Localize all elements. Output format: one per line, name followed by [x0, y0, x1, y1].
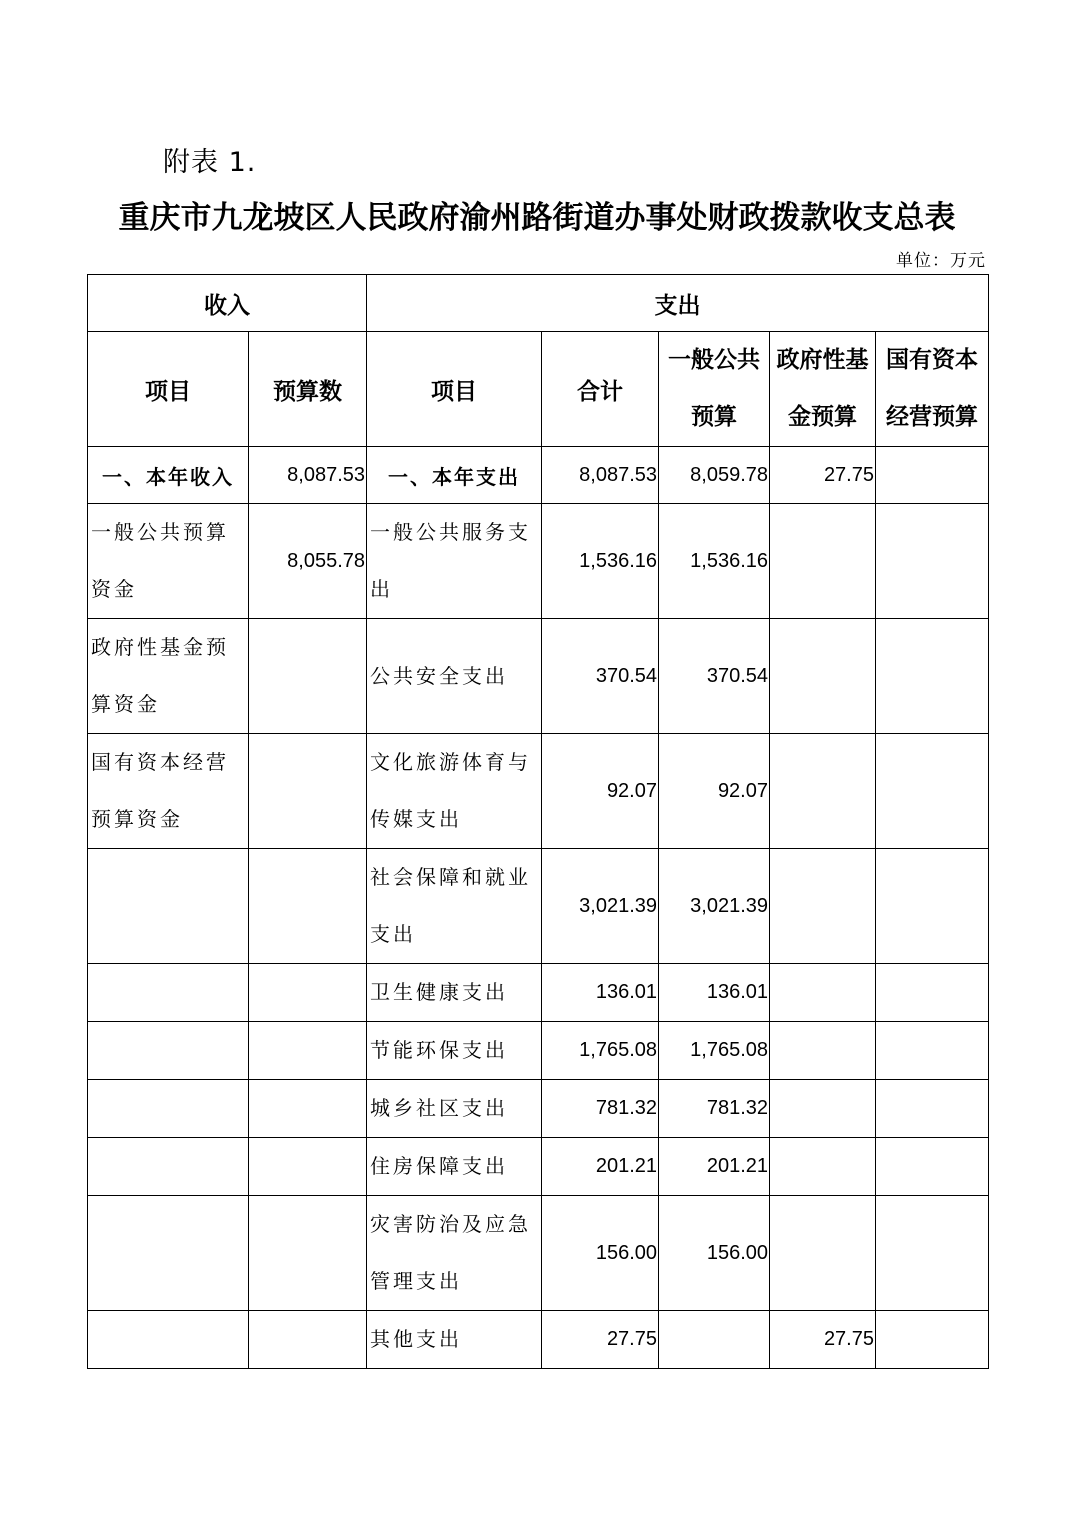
table-row — [88, 619, 989, 734]
income-item-cell — [88, 964, 249, 1022]
state-capital-cell — [876, 849, 989, 964]
general-budget-cell: 1,765.08 — [659, 1022, 770, 1080]
total-cell: 3,021.39 — [542, 849, 659, 964]
gov-fund-cell: 27.75 — [770, 447, 876, 504]
income-header: 收入 — [88, 275, 367, 332]
general-budget-cell — [659, 1311, 770, 1369]
table-row — [88, 1080, 989, 1138]
income-value-cell — [249, 849, 367, 964]
gov-fund-cell: 27.75 — [770, 1311, 876, 1369]
expense-item-cell: 灾害防治及应急管理支出 — [367, 1196, 542, 1311]
attachment-label: 附表 1. — [163, 147, 257, 178]
table-row — [88, 1196, 989, 1311]
expense-item-cell: 其他支出 — [367, 1311, 542, 1369]
state-capital-cell — [876, 504, 989, 619]
income-value-cell — [249, 1311, 367, 1369]
expense-item-cell: 卫生健康支出 — [367, 964, 542, 1022]
income-item-cell — [88, 1138, 249, 1196]
total-cell: 781.32 — [542, 1080, 659, 1138]
expense-item-cell: 一、本年支出 — [367, 447, 542, 504]
table-row — [88, 1138, 989, 1196]
income-item-cell — [88, 849, 249, 964]
income-item-cell: 国有资本经营预算资金 — [88, 734, 249, 849]
expense-item-cell: 一般公共服务支出 — [367, 504, 542, 619]
income-value-cell: 8,087.53 — [249, 447, 367, 504]
table-row — [88, 849, 989, 964]
income-value-cell — [249, 964, 367, 1022]
income-item-cell — [88, 1196, 249, 1311]
gov-fund-header: 政府性基金预算 — [770, 332, 876, 447]
total-cell: 156.00 — [542, 1196, 659, 1311]
gov-fund-cell — [770, 619, 876, 734]
general-budget-cell: 92.07 — [659, 734, 770, 849]
budget-header: 预算数 — [249, 332, 367, 447]
income-item-cell: 一般公共预算资金 — [88, 504, 249, 619]
state-capital-cell — [876, 1022, 989, 1080]
income-value-cell — [249, 619, 367, 734]
total-cell: 92.07 — [542, 734, 659, 849]
total-cell: 1,765.08 — [542, 1022, 659, 1080]
general-budget-header: 一般公共预算 — [659, 332, 770, 447]
income-value-cell — [249, 734, 367, 849]
total-cell: 1,536.16 — [542, 504, 659, 619]
finance-table — [87, 274, 989, 1369]
income-item-header: 项目 — [88, 332, 249, 447]
page-title: 重庆市九龙坡区人民政府渝州路街道办事处财政拨款收支总表 — [118, 200, 956, 236]
expense-item-cell: 公共安全支出 — [367, 619, 542, 734]
income-item-cell — [88, 1080, 249, 1138]
expense-header: 支出 — [367, 275, 989, 332]
general-budget-cell: 156.00 — [659, 1196, 770, 1311]
income-item-cell — [88, 1022, 249, 1080]
table-row — [88, 964, 989, 1022]
income-value-cell — [249, 1022, 367, 1080]
table-row — [88, 1311, 989, 1369]
table-row — [88, 447, 989, 504]
general-budget-cell: 1,536.16 — [659, 504, 770, 619]
total-cell: 370.54 — [542, 619, 659, 734]
general-budget-cell: 781.32 — [659, 1080, 770, 1138]
expense-item-cell: 文化旅游体育与传媒支出 — [367, 734, 542, 849]
state-capital-cell — [876, 1196, 989, 1311]
general-budget-cell: 136.01 — [659, 964, 770, 1022]
state-capital-cell — [876, 1311, 989, 1369]
gov-fund-cell — [770, 849, 876, 964]
income-item-cell — [88, 1311, 249, 1369]
total-cell: 8,087.53 — [542, 447, 659, 504]
income-value-cell — [249, 1196, 367, 1311]
total-cell: 201.21 — [542, 1138, 659, 1196]
gov-fund-cell — [770, 1022, 876, 1080]
general-budget-cell: 3,021.39 — [659, 849, 770, 964]
total-header: 合计 — [542, 332, 659, 447]
gov-fund-cell — [770, 964, 876, 1022]
gov-fund-cell — [770, 1138, 876, 1196]
total-cell: 27.75 — [542, 1311, 659, 1369]
state-capital-cell — [876, 619, 989, 734]
gov-fund-cell — [770, 734, 876, 849]
income-item-cell: 政府性基金预算资金 — [88, 619, 249, 734]
total-cell: 136.01 — [542, 964, 659, 1022]
income-value-cell: 8,055.78 — [249, 504, 367, 619]
income-value-cell — [249, 1138, 367, 1196]
general-budget-cell: 201.21 — [659, 1138, 770, 1196]
general-budget-cell: 370.54 — [659, 619, 770, 734]
state-capital-header: 国有资本经营预算 — [876, 332, 989, 447]
expense-item-header: 项目 — [367, 332, 542, 447]
table-row — [88, 734, 989, 849]
expense-item-cell: 社会保障和就业支出 — [367, 849, 542, 964]
gov-fund-cell — [770, 1080, 876, 1138]
state-capital-cell — [876, 447, 989, 504]
gov-fund-cell — [770, 504, 876, 619]
income-item-cell: 一、本年收入 — [88, 447, 249, 504]
expense-item-cell: 节能环保支出 — [367, 1022, 542, 1080]
state-capital-cell — [876, 1080, 989, 1138]
state-capital-cell — [876, 964, 989, 1022]
table-row — [88, 1022, 989, 1080]
expense-item-cell: 住房保障支出 — [367, 1138, 542, 1196]
gov-fund-cell — [770, 1196, 876, 1311]
table-row — [88, 504, 989, 619]
expense-item-cell: 城乡社区支出 — [367, 1080, 542, 1138]
general-budget-cell: 8,059.78 — [659, 447, 770, 504]
unit-label: 单位：万元 — [896, 251, 986, 271]
state-capital-cell — [876, 1138, 989, 1196]
income-value-cell — [249, 1080, 367, 1138]
state-capital-cell — [876, 734, 989, 849]
